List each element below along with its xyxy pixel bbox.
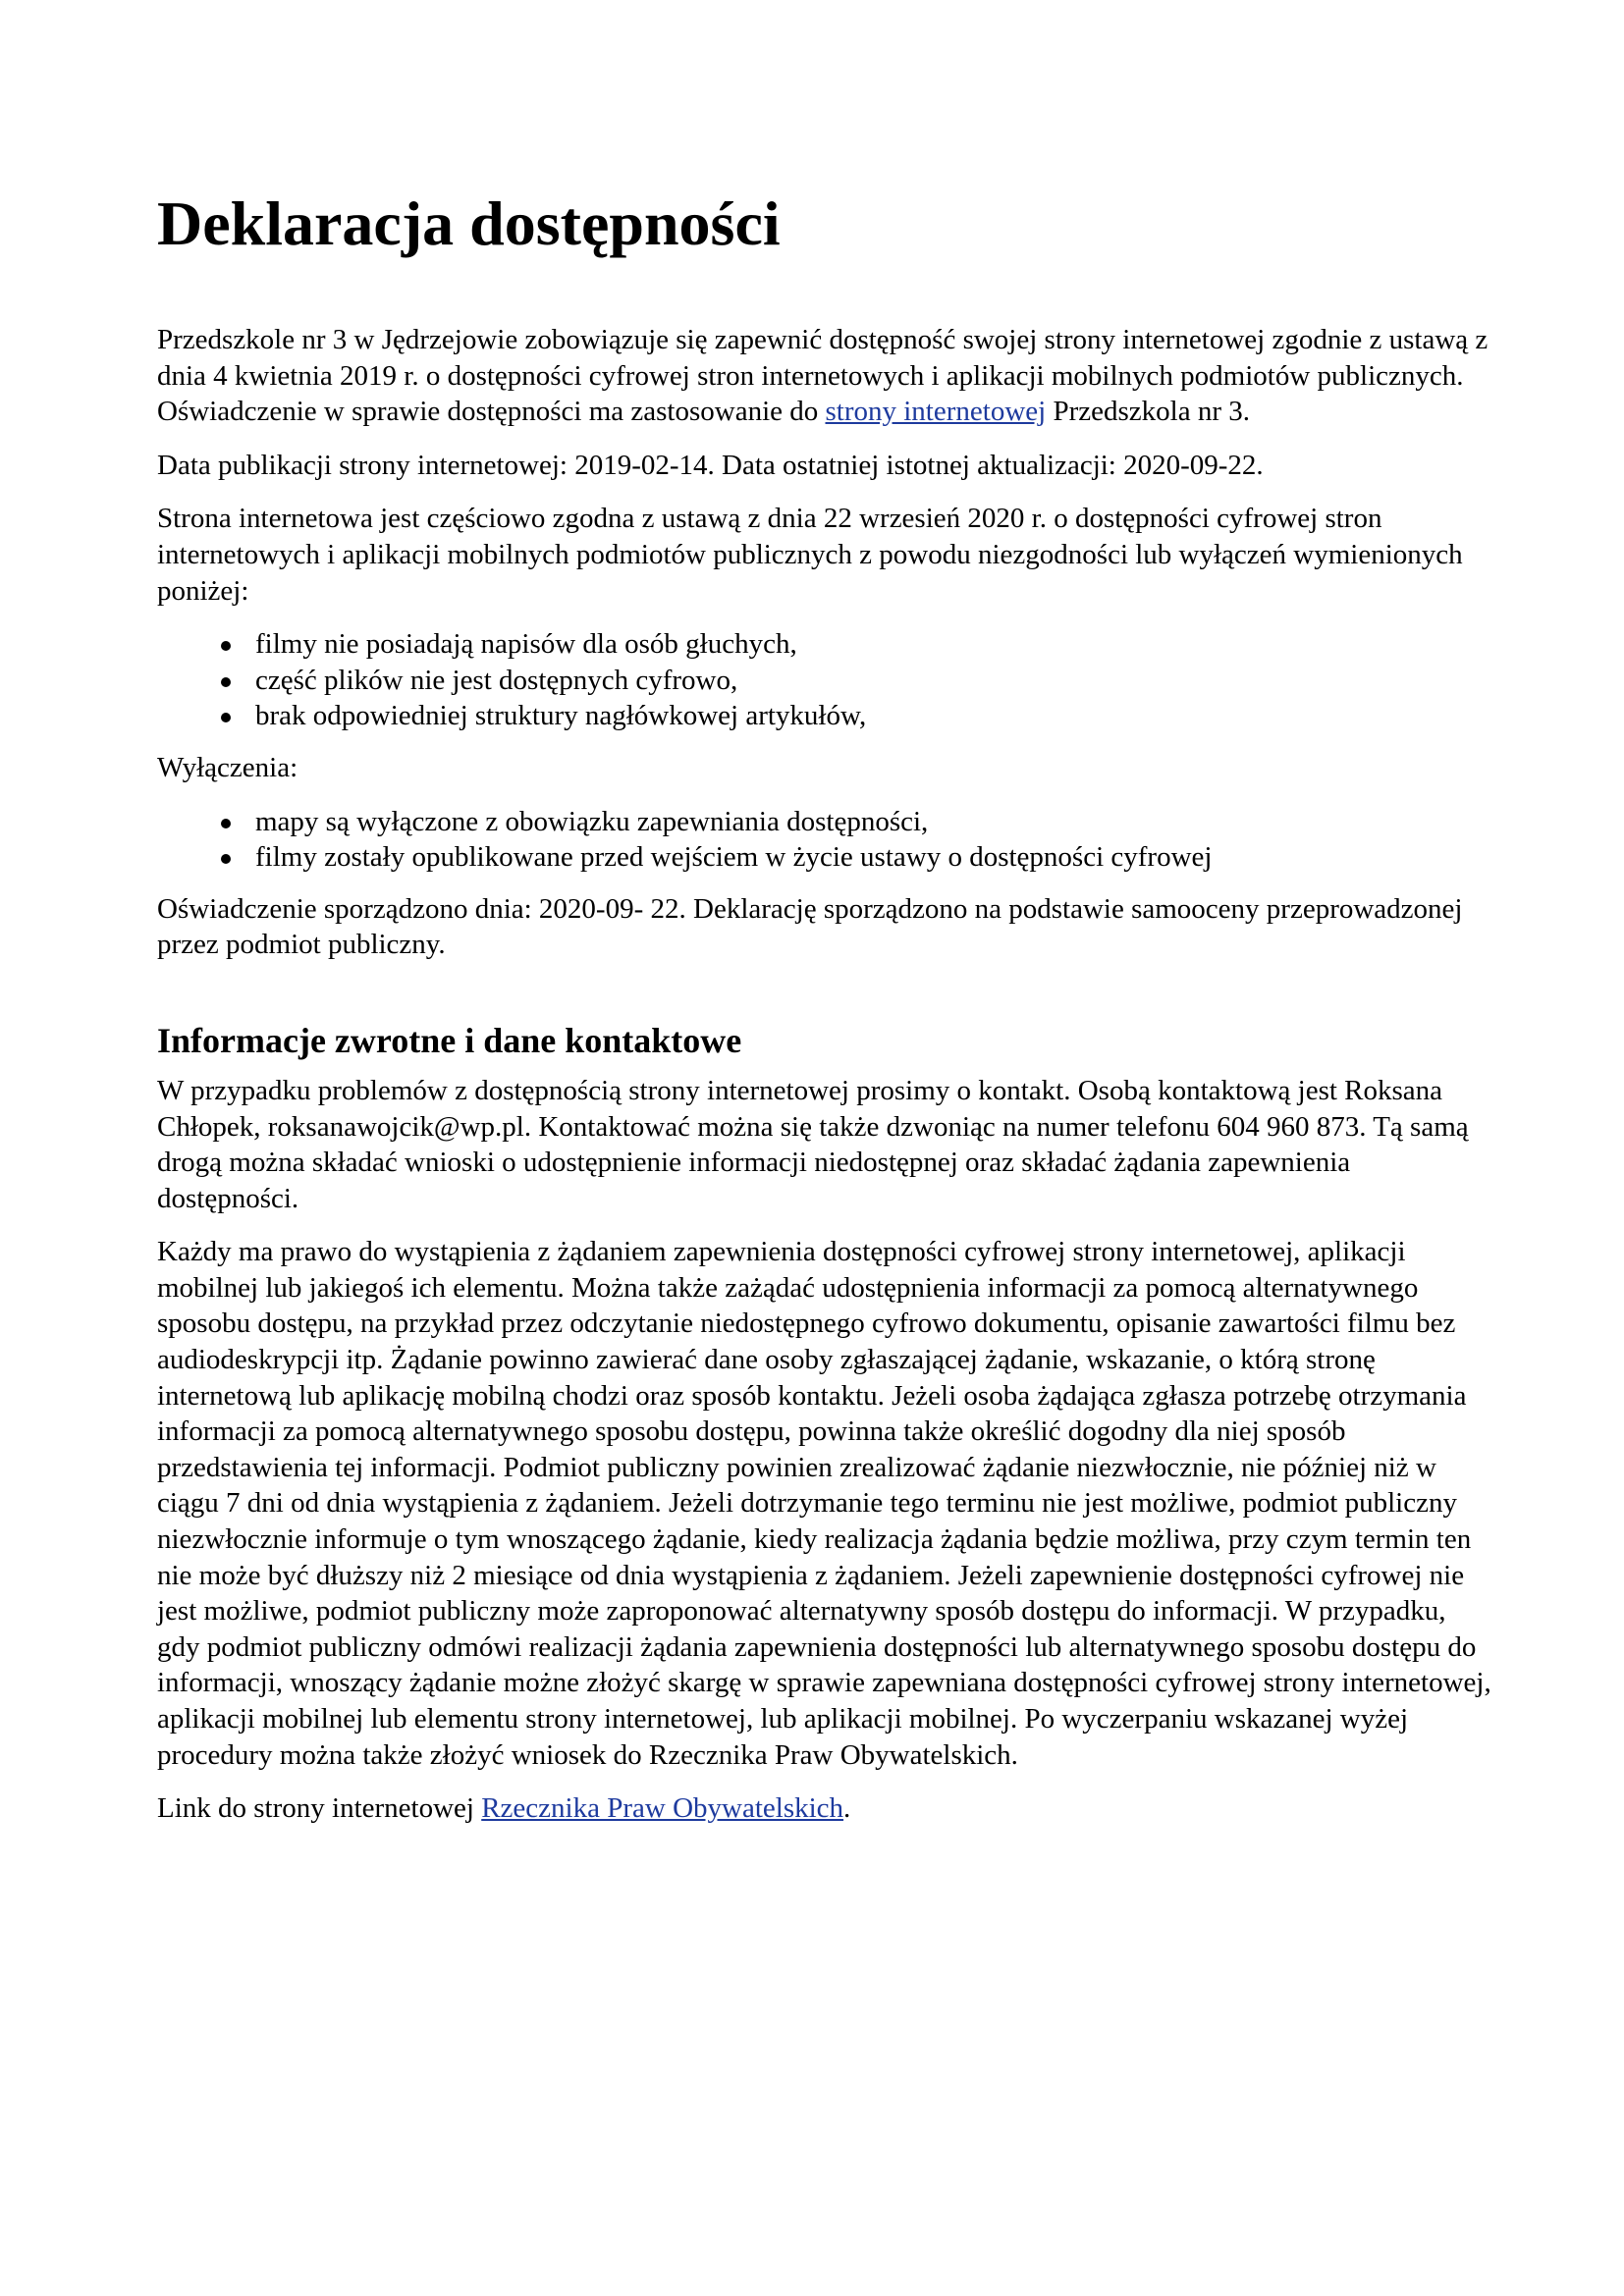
rpo-text: Link do strony internetowej xyxy=(157,1792,482,1825)
intro-paragraph xyxy=(157,322,1492,430)
list-item: filmy nie posiadają napisów dla osób głuchych, xyxy=(255,626,1492,663)
exclusions-list xyxy=(157,804,1492,876)
list-item: filmy zostały opublikowane przed wejściem w życie ustawy o dostępności cyfrowej xyxy=(255,839,1492,876)
contact-paragraph: W przypadku problemów z dostępnością strony internetowej prosimy o kontakt. Osobą kontaktową jest Roksana Chłopek, roksanawojcik@wp.pl. Kontaktować można się także dzwoniąc na numer telefonu 604 960 873. Tą samą drogą można składać wnioski o udostępnienie informacji niedostępnej oraz składać żądania zapewnienia dostępności. xyxy=(157,1074,1469,1214)
intro-text: Przedszkole nr 3 w Jędrzejowie zobowiązuje się zapewnić dostępność swojej strony internetowej zgodnie z ustawą z dnia 4 kwietnia 2019 r. o dostępności cyfrowej stron internetowych i aplikacji mobilnych podmiotów publicznych. Oświadczenie w sprawie dostępności ma zastosowanie do xyxy=(157,324,1489,428)
list-item: brak odpowiedniej struktury nagłówkowej artykułów, xyxy=(255,698,1492,734)
rpo-text-end: . xyxy=(843,1792,851,1825)
exclusions-label: Wyłączenia: xyxy=(157,751,298,783)
statement-paragraph: Oświadczenie sporządzono dnia: 2020-09- 22. Deklarację sporządzono na podstawie samooceny przeprowadzonej przez podmiot publiczny. xyxy=(157,892,1463,961)
intro-text-end: Przedszkola nr 3. xyxy=(1046,396,1250,428)
website-link[interactable]: strony internetowej xyxy=(825,396,1047,428)
document-page xyxy=(157,188,1492,1844)
list-item: mapy są wyłączone z obowiązku zapewniania dostępności, xyxy=(255,804,1492,840)
rpo-paragraph xyxy=(157,1790,1492,1827)
list-item: część plików nie jest dostępnych cyfrowo, xyxy=(255,663,1492,699)
rpo-link[interactable]: Rzecznika Praw Obywatelskich xyxy=(481,1792,844,1825)
compliance-paragraph: Strona internetowa jest częściowo zgodna z ustawą z dnia 22 wrzesień 2020 r. o dostępności cyfrowej stron internetowych i aplikacji mobilnych podmiotów publicznych z powodu niezgodności lub wyłączeń wymienionych poniżej: xyxy=(157,503,1463,607)
dates-paragraph: Data publikacji strony internetowej: 2019-02-14. Data ostatniej istotnej aktualizacji: 2020-09-22. xyxy=(157,449,1264,481)
contact-heading: Informacje zwrotne i dane kontaktowe xyxy=(157,1020,742,1060)
rights-paragraph: Każdy ma prawo do wystąpienia z żądaniem zapewnienia dostępności cyfrowej strony internetowej, aplikacji mobilnej lub jakiegoś ich elementu. Można także zażądać udostępnienia informacji za pomocą alternatywnego sposobu dostępu, na przykład przez odczytanie niedostępnego cyfrowo dokumentu, opisanie zawartości filmu bez audiodeskrypcji itp. Żądanie powinno zawierać dane osoby zgłaszającej żądanie, wskazanie, o którą stronę internetową lub aplikację mobilną chodzi oraz sposób kontaktu. Jeżeli osoba żądająca zgłasza potrzebę otrzymania informacji za pomocą alternatywnego sposobu dostępu, powinna także określić dogodny dla niej sposób przedstawienia tej informacji. Podmiot publiczny powinien zrealizować żądanie niezwłocznie, nie później niż w ciągu 7 dni od dnia wystąpienia z żądaniem. Jeżeli dotrzymanie tego terminu nie jest możliwe, podmiot publiczny niezwłocznie informuje o tym wnoszącego żądanie, kiedy realizacja żądania będzie możliwa, przy czym termin ten nie może być dłuższy niż 2 miesiące od dnia wystąpienia z żądaniem. Jeżeli zapewnienie dostępności cyfrowej nie jest możliwe, podmiot publiczny może zaproponować alternatywny sposób dostępu do informacji. W przypadku, gdy podmiot publiczny odmówi realizacji żądania zapewnienia dostępności lub alternatywnego sposobu dostępu do informacji, wnoszący żądanie możne złożyć skargę w sprawie zapewniana dostępności cyfrowej strony internetowej, aplikacji mobilnej lub elementu strony internetowej, lub aplikacji mobilnej. Po wyczerpaniu wskazanej wyżej procedury można także złożyć wniosek do Rzecznika Praw Obywatelskich. xyxy=(157,1236,1491,1771)
nonconformities-list xyxy=(157,626,1492,734)
page-title: Deklaracja dostępności xyxy=(157,188,781,258)
